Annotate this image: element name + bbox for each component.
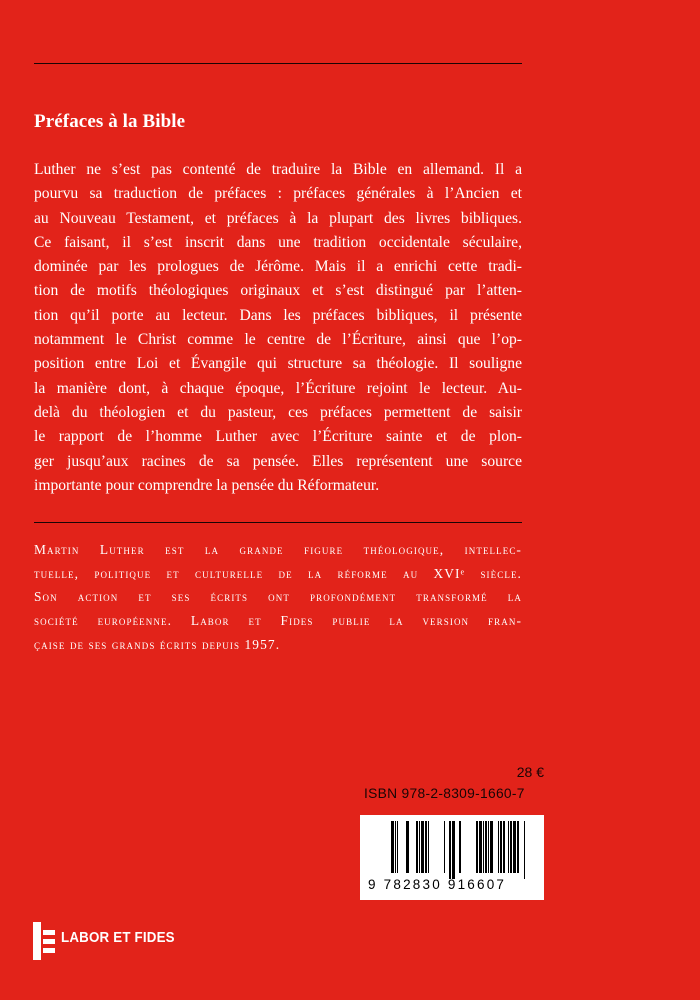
- barcode-bar: [452, 821, 455, 879]
- barcode-bar: [524, 821, 525, 879]
- barcode-bar: [500, 821, 502, 873]
- blurb-line: position entre Loi et Évangile qui structure sa théologie. Il souligne: [34, 355, 522, 373]
- barcode-bar: [449, 821, 451, 879]
- barcode-bar: [444, 821, 445, 873]
- bio-line: Martin Luther est la grande figure théologique, intellec-: [34, 542, 522, 557]
- bio-line: société européenne. Labor et Fides publie la version fran-: [34, 613, 522, 629]
- barcode-bar: [419, 821, 420, 873]
- bio-line: tuelle, politique et culturelle de la réforme au XVIᵉ siècle.: [34, 565, 522, 581]
- blurb-line: dominée par les prologues de Jérôme. Mais il a enrichi cette tradi-: [34, 258, 522, 276]
- blurb-line: pourvu sa traduction de préfaces : préfaces générales à l’Ancien et: [34, 185, 522, 203]
- book-title: Préfaces à la Bible: [34, 111, 186, 132]
- price-label: 28 €: [516, 764, 544, 780]
- barcode-bar: [421, 821, 424, 873]
- barcode-bar: [397, 821, 398, 873]
- barcode-bar: [485, 821, 487, 873]
- barcode: [360, 815, 544, 900]
- barcode-bar: [425, 821, 427, 873]
- barcode-bar: [459, 821, 461, 873]
- blurb-line: ger jusqu’aux racines de sa pensée. Elles représentent une source: [34, 452, 522, 470]
- blurb-line: tion qu’il porte au lecteur. Dans les préfaces bibliques, il présente: [34, 306, 522, 324]
- bio-line: çaise de ses grands écrits depuis 1957.: [34, 636, 281, 652]
- barcode-bar: [391, 821, 394, 873]
- labor-et-fides-logo-icon: [33, 922, 55, 960]
- barcode-bar: [488, 821, 489, 873]
- isbn-label: ISBN 978-2-8309-1660-7: [364, 786, 525, 801]
- barcode-bar: [476, 821, 478, 873]
- blurb-line: notamment le Christ comme le centre de l’Écriture, ainsi que l’op-: [34, 331, 522, 349]
- barcode-bar: [479, 821, 482, 873]
- barcode-bar: [416, 821, 418, 873]
- blurb-line: Ce faisant, il s’est inscrit dans une tradition occidentale séculaire,: [34, 233, 522, 251]
- barcode-digits: 9 782830 916607: [368, 877, 507, 892]
- barcode-bar: [513, 821, 516, 873]
- blurb-line: la manière dont, à chaque époque, l’Écriture rejoint le lecteur. Au-: [34, 379, 522, 397]
- blurb-line: tion de motifs théologiques originaux et s’est distingué par l’atten-: [34, 282, 522, 300]
- top-rule: [34, 63, 522, 64]
- publisher-name: LABOR ET FIDES: [61, 930, 175, 946]
- barcode-bar: [510, 821, 512, 873]
- blurb-text: [34, 158, 522, 498]
- barcode-bar: [395, 821, 396, 873]
- blurb-line: delà du théologien et du pasteur, ces préfaces permettent de saisir: [34, 403, 522, 421]
- barcode-bar: [508, 821, 509, 873]
- barcode-bar: [517, 821, 519, 873]
- middle-rule: [34, 522, 522, 523]
- barcode-bar: [490, 821, 493, 873]
- blurb-line: Luther ne s’est pas contenté de traduire la Bible en allemand. Il a: [34, 161, 522, 178]
- blurb-line: au Nouveau Testament, et préfaces à la plupart des livres bibliques.: [34, 209, 522, 227]
- barcode-bar: [483, 821, 484, 873]
- author-bio: [34, 538, 522, 657]
- bio-line: Son action et ses écrits ont profondément transformé la: [34, 589, 522, 605]
- blurb-line: importante pour comprendre la pensée du Réformateur.: [34, 476, 380, 494]
- barcode-bar: [503, 821, 505, 873]
- barcode-bar: [428, 821, 429, 873]
- barcode-bar: [406, 821, 409, 873]
- blurb-line: le rapport de l’homme Luther avec l’Écriture sainte et de plon-: [34, 428, 522, 446]
- barcode-bar: [498, 821, 499, 873]
